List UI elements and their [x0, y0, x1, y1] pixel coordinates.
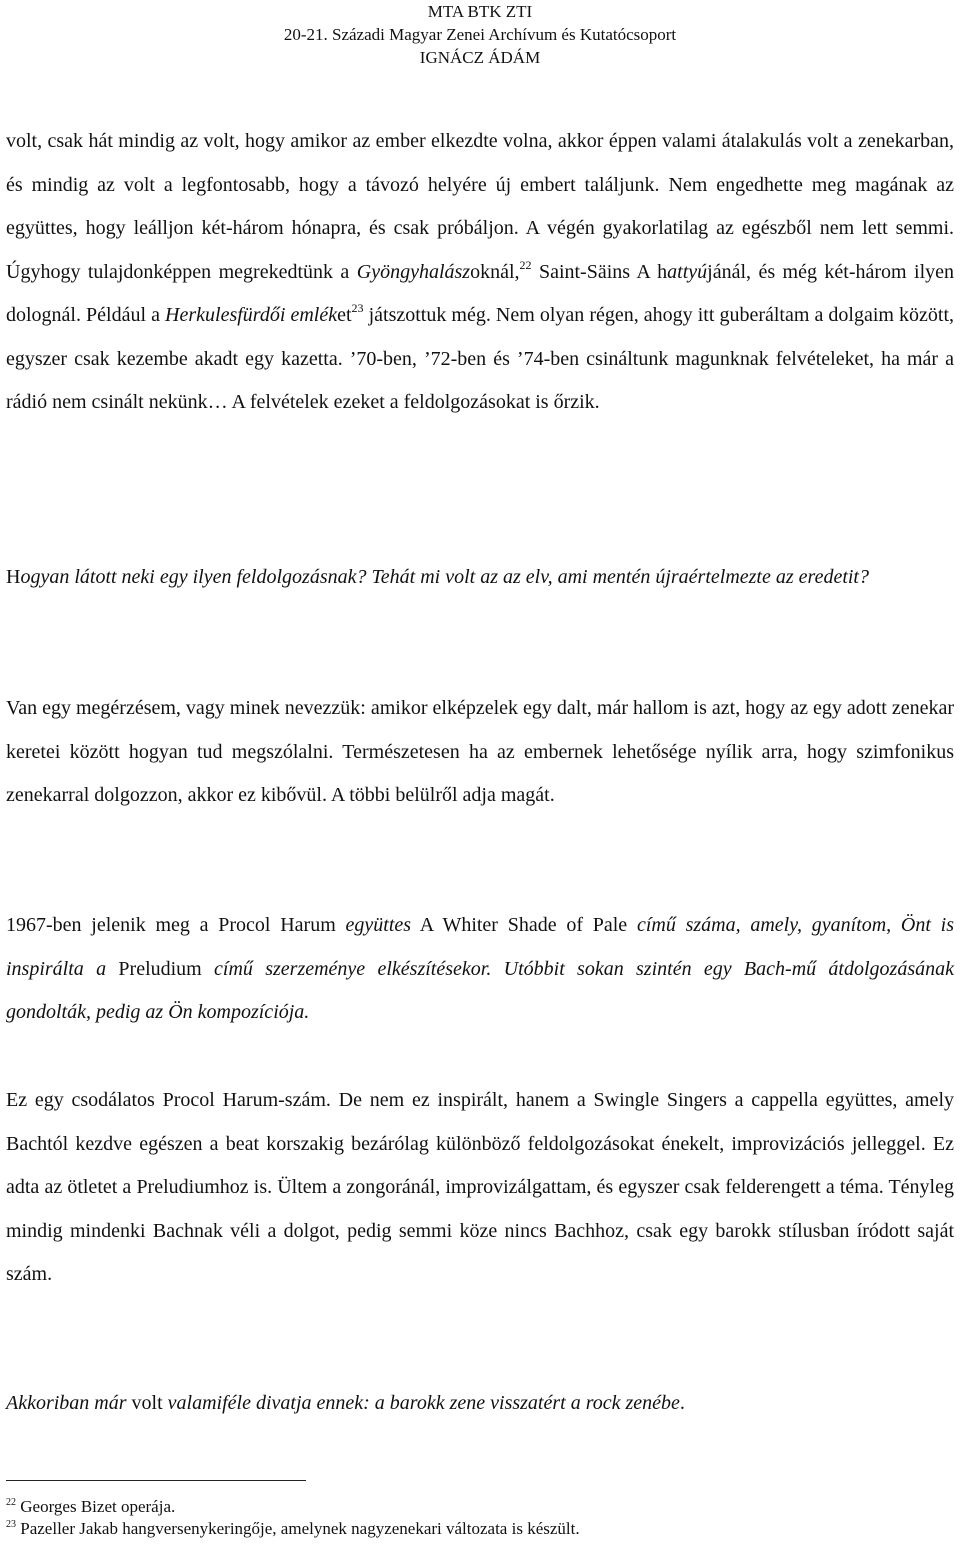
interview-question-3: Akkoriban már volt valamiféle divatja ennek: a barokk zene visszatért a rock zenébe.	[6, 1392, 685, 1414]
interview-question-1: Hogyan látott neki egy ilyen feldolgozásnak? Tehát mi volt az az elv, ami mentén újraértelmezte az eredetit?	[6, 566, 869, 588]
paragraph-3: Van egy megérzésem, vagy minek nevezzük: amikor elképzelek egy dalt, már hallom is azt, hogy az egy adott zenekar keretei között hogyan tud megszólalni. Természetesen ha az embernek lehetősége nyílik arra, hogy szimfonikus zenekarral dolgozzon, akkor ez kibővül. A többi belülről adja magát.	[6, 697, 954, 806]
footnote-23: $^{23}$ Pazeller Jakab hangversenykeringője, amelynek nagyzenekari változata is készült.	[6, 1519, 580, 1538]
footnote-ref-22: 22	[519, 257, 532, 272]
footnote-divider	[6, 1480, 306, 1481]
page-header	[0, 0, 960, 69]
header-author: IGNÁCZ ÁDÁM	[419, 48, 541, 67]
header-group: 20-21. Századi Magyar Zenei Archívum és Kutatócsoport	[283, 25, 677, 44]
footnote-22: $^{22}$ Georges Bizet operája.	[6, 1497, 176, 1516]
footnote-ref-23: 23	[351, 301, 364, 315]
header-institution: MTA BTK ZTI	[427, 2, 533, 21]
interview-question-2: 1967-ben jelenik meg a Procol Harum együttes A Whiter Shade of Pale című száma, amely, gyanítom, Önt is inspirálta a Preludium című szerzeménye elkészítésekor. Utóbbit sokan szintén egy Bach-mű átdolgozásának gondolták, pedig az Ön kompozíciója.	[6, 914, 954, 1023]
paragraph-5: Ez egy csodálatos Procol Harum-szám. De nem ez inspirált, hanem a Swingle Singers a cappella együttes, amely Bachtól kezdve egészen a beat korszakig bezárólag különböző feldolgozásokat énekelt, improvizációs jelleggel. Ez adta az ötletet a Preludiumhoz is. Ültem a zongoránál, improvizálgattam, és egyszer csak felderengett a téma. Tényleg mindig mindenki Bachnak véli a dolgot, pedig semmi köze nincs Bachhoz, csak egy barokk stílusban íródott saját szám.	[6, 1089, 954, 1285]
paragraph-1: volt, csak hát mindig az volt, hogy amikor az ember elkezdte volna, akkor éppen valami átalakulás volt a zenekarban, és mindig az volt a legfontosabb, hogy a távozó helyére új embert találjunk. Nem engedhette meg magának az együttes, hogy leálljon két-három hónapra, és csak próbáljon. A végén gyakorlatilag az egészből nem lett semmi. Úgyhogy tulajdonképpen megrekedtünk a Gyöngyhalászoknál,$^{22}$ Saint-Säins A hattyújánál, és még két-három ilyen dolognál. Például a Herkulesfürdői emléket$^{23}$ játszottuk még. Nem olyan régen, ahogy itt guberáltam a dolgaim között, egyszer csak kezembe akadt egy kazetta. ’70-ben, ’72-ben és ’74-ben csináltunk magunknak felvételeket, ha már a rádió nem csinált nekünk… A felvételek ezeket a feldolgozásokat is őrzik.	[6, 130, 955, 413]
